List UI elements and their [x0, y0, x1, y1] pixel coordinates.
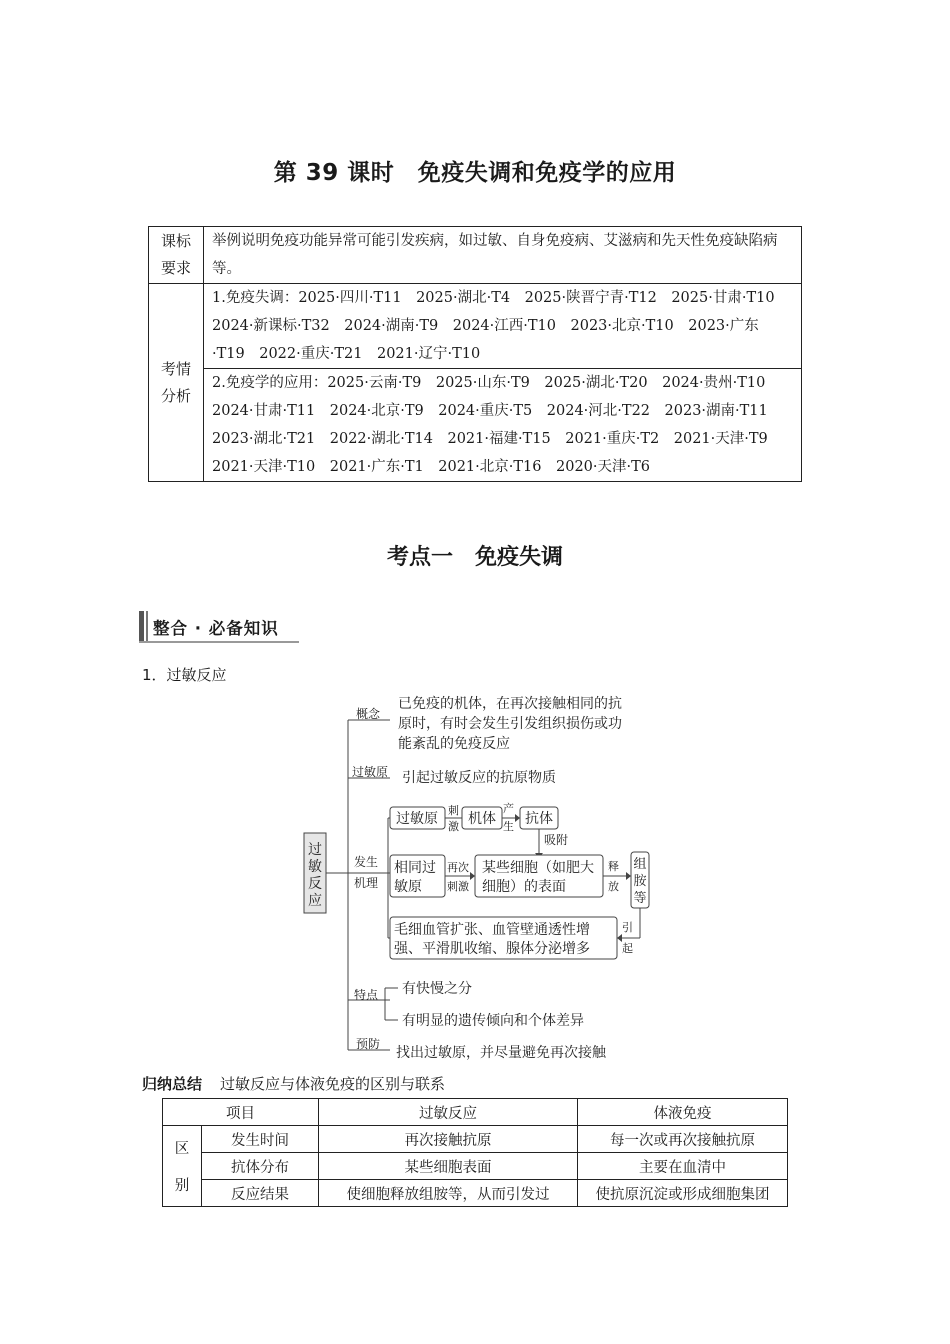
box-same-text: 敏原 — [394, 879, 422, 895]
produce-label: 生 — [503, 820, 514, 833]
concept-label: 概念 — [356, 707, 381, 721]
page-title: 第 39 课时 免疫失调和免疫学的应用 — [273, 160, 677, 186]
box-effects-text: 强、平滑肌收缩、腺体分泌增多 — [394, 941, 590, 957]
feature-heredity: 有明显的遗传倾向和个体差异 — [402, 1013, 584, 1029]
release-label: 释 — [608, 860, 619, 873]
cmp-row-label: 反应结果 — [202, 1180, 319, 1207]
mechanism-label: 机理 — [354, 876, 379, 890]
cmp-header-item: 项目 — [163, 1099, 319, 1126]
stimulate-label: 刺 — [448, 804, 459, 817]
curriculum-text: 举例说明免疫功能异常可能引发疾病，如过敏、自身免疫病、艾滋病和先天性免疫缺陷病等。 — [204, 227, 802, 284]
box-antibody-text: 抗体 — [525, 811, 553, 827]
exam-analysis-immunology-application: 2.免疫学的应用：2025·云南·T9 2025·山东·T9 2025·湖北·T20 2024·贵州·T10 2024·甘肃·T11 2024·北京·T9 2024·重庆·T5 2024·河北·T22 2023·湖南·T11 2023·湖北·T21 2022·湖北·T14 2021·福建·T15 2021·重庆·T2 2021·天津·T9 2021·天津·T10 2021·广东·T1 2021·北京·T16 2020·天津·T6 — [204, 369, 802, 482]
histamine-char: 等 — [633, 891, 647, 906]
allergen-label: 过敏原 — [352, 765, 389, 779]
box-body-text: 机体 — [468, 811, 496, 827]
release-label: 放 — [608, 880, 619, 893]
prevent-label: 预防 — [356, 1037, 381, 1051]
again-label: 刺激 — [447, 880, 469, 893]
cmp-cell: 每一次或再次接触抗原 — [578, 1126, 788, 1153]
allergen-definition: 引起过敏反应的抗原物质 — [402, 770, 556, 786]
root-char: 反 — [308, 876, 322, 892]
mechanism-label: 发生 — [354, 855, 379, 869]
cause-label: 引 — [622, 921, 633, 934]
box-cells-text: 细胞）的表面 — [482, 879, 566, 895]
summary-heading — [142, 1073, 445, 1094]
feature-speed: 有快慢之分 — [402, 981, 472, 997]
cmp-header-humoral: 体液免疫 — [578, 1099, 788, 1126]
section-title: 考点一 免疫失调 — [386, 545, 563, 570]
feature-label: 特点 — [354, 988, 379, 1002]
label-exam-analysis: 考情 分析 — [149, 284, 204, 482]
cmp-cell: 使细胞释放组胺等，从而引发过 — [319, 1180, 578, 1207]
cmp-row-label: 抗体分布 — [202, 1153, 319, 1180]
root-char: 过 — [308, 842, 322, 858]
banner-label: 整合 · 必备知识 — [153, 619, 279, 638]
box-same-text: 相同过 — [394, 860, 436, 876]
root-char: 应 — [308, 893, 322, 909]
cmp-cell: 再次接触抗原 — [319, 1126, 578, 1153]
cause-label: 起 — [622, 942, 633, 955]
concept-line: 已免疫的机体，在再次接触相同的抗 — [398, 696, 622, 712]
histamine-char: 组 — [633, 857, 647, 872]
summary-text: 过敏反应与体液免疫的区别与联系 — [220, 1075, 446, 1093]
cmp-header-allergy: 过敏反应 — [319, 1099, 578, 1126]
box-cells-text: 某些细胞（如肥大 — [482, 860, 594, 876]
allergy-concept-map — [290, 690, 670, 1065]
concept-line: 能紊乱的免疫反应 — [398, 736, 510, 752]
comparison-table — [162, 1098, 788, 1207]
produce-label: 产 — [503, 802, 514, 815]
cmp-cell: 某些细胞表面 — [319, 1153, 578, 1180]
cmp-cell: 主要在血清中 — [578, 1153, 788, 1180]
curriculum-table — [148, 226, 802, 482]
stimulate-label: 激 — [448, 820, 459, 833]
again-label: 再次 — [447, 861, 469, 874]
label-curriculum: 课标 要求 — [149, 227, 204, 284]
item-heading: 1．过敏反应 — [142, 666, 227, 684]
histamine-char: 胺 — [633, 874, 647, 889]
cmp-cell: 使抗原沉淀或形成细胞集团 — [578, 1180, 788, 1207]
summary-tag: 归纳总结 — [142, 1075, 203, 1093]
cmp-group-label: 区 别 — [163, 1126, 202, 1207]
box-allergen-text: 过敏原 — [396, 811, 438, 827]
section-banner — [139, 611, 299, 643]
concept-line: 原时，有时会发生引发组织损伤或功 — [398, 716, 622, 732]
root-char: 敏 — [308, 859, 322, 875]
box-effects-text: 毛细血管扩张、血管壁通透性增 — [394, 922, 590, 938]
adsorb-label: 吸附 — [544, 833, 569, 847]
prevent-text: 找出过敏原，并尽量避免再次接触 — [396, 1045, 606, 1061]
cmp-row-label: 发生时间 — [202, 1126, 319, 1153]
exam-analysis-immune-disorder: 1.免疫失调：2025·四川·T11 2025·湖北·T4 2025·陕晋宁青·T12 2025·甘肃·T10 2024·新课标·T32 2024·湖南·T9 2024·江西·T10 2023·北京·T10 2023·广东·T19 2022·重庆·T21 2021·辽宁·T10 — [204, 284, 802, 369]
